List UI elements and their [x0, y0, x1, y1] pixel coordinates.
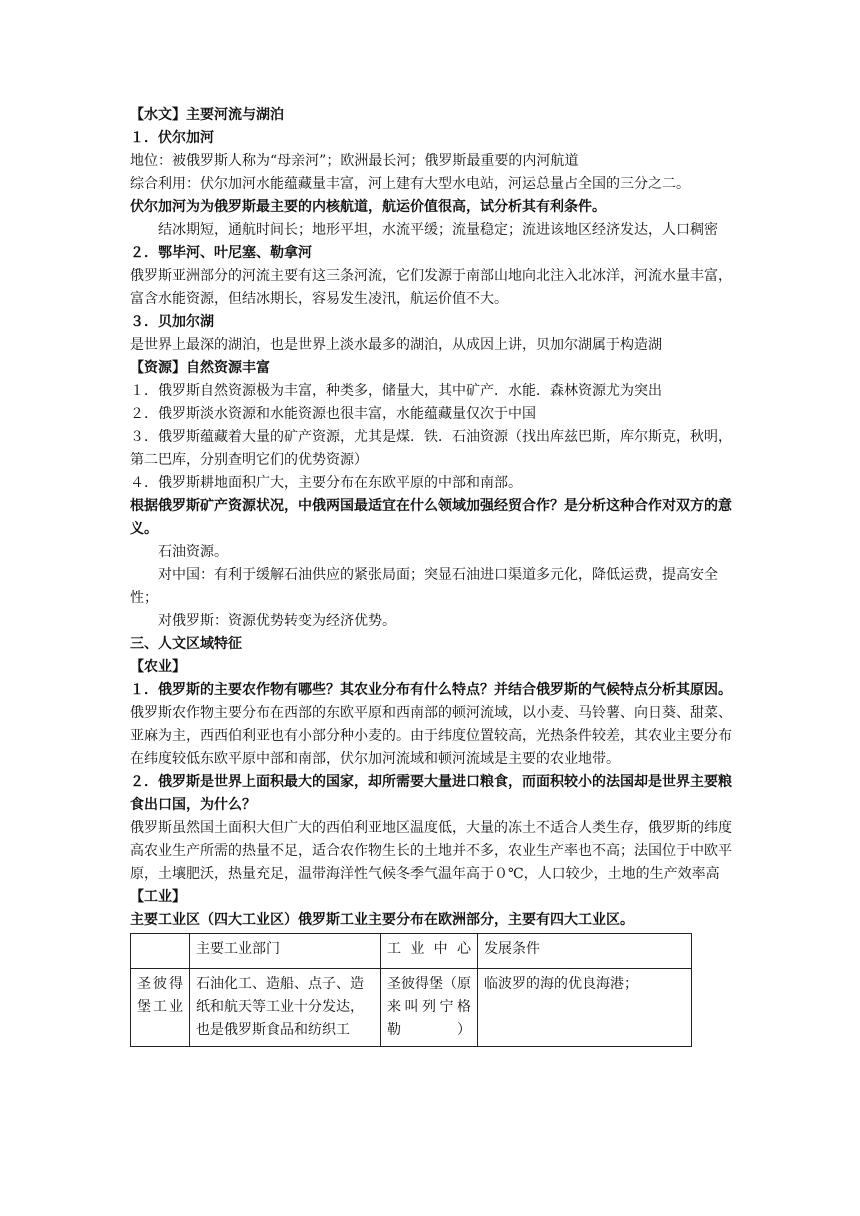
- baikal-title: ３．贝加尔湖: [130, 314, 214, 330]
- table-header-cell: 发展条件: [478, 934, 692, 969]
- industry-intro: 主要工业区（四大工业区）俄罗斯工业主要分布在欧洲部分，主要有四大工业区。: [130, 912, 634, 928]
- table-cell-center: 圣彼得堡（原来叫列宁格勒）: [381, 969, 478, 1047]
- resources-answer: 石油资源。: [158, 544, 228, 560]
- agri-question-2: ２．俄罗斯是世界上面积最大的国家，却所需要大量进口粮食，而面积较小的法国却是世界主要粮食出口国，为什么？: [130, 774, 732, 813]
- industry-heading: 【工业】: [130, 889, 186, 905]
- resources-item: ２．俄罗斯淡水资源和水能资源也很丰富，水能蕴藏量仅次于中国: [130, 406, 536, 422]
- table-row: [131, 969, 692, 1047]
- volga-question: 伏尔加河为为俄罗斯最主要的内核航道，航运价值很高，试分析其有利条件。: [130, 199, 606, 215]
- table-cell-conditions: 临波罗的海的优良海港；: [478, 969, 692, 1047]
- table-header-row: [131, 934, 692, 969]
- resources-answer: 对俄罗斯：资源优势转变为经济优势。: [158, 613, 396, 629]
- resources-question: 根据俄罗斯矿产资源状况，中俄两国最适宜在什么领域加强经贸合作？是分析这种合作对双方的意义。: [130, 498, 732, 537]
- agri-question-1: １．俄罗斯的主要农作物有哪些？其农业分布有什么特点？并结合俄罗斯的气候特点分析其原因。: [130, 682, 732, 698]
- table-header-cell: [131, 934, 190, 969]
- rivers-text: 俄罗斯亚洲部分的河流主要有这三条河流，它们发源于南部山地向北注入北冰洋，河流水量丰富，富含水能资源，但结冰期长，容易发生凌汛，航运价值不大。: [130, 268, 732, 307]
- table-cell-sectors: 石油化工、造船、点子、造纸和航天等工业十分发达，也是俄罗斯食品和纺织工: [190, 969, 381, 1047]
- document-page: [130, 104, 734, 1047]
- humanities-heading: 三、人文区域特征: [130, 636, 242, 652]
- hydro-heading: 【水文】主要河流与湖泊: [130, 107, 284, 123]
- industry-table: [130, 933, 692, 1047]
- agri-answer-1: 俄罗斯农作物主要分布在西部的东欧平原和西南部的顿河流域，以小麦、马铃薯、向日葵、甜菜、亚麻为主，西西伯利亚也有小部分种小麦的。由于纬度位置较高，光热条件较差，其农业主要分布在纬度较低东欧平原中部和南部，伏尔加河流域和顿河流域是主要的农业地带。: [130, 705, 732, 767]
- table-cell-region: 圣彼得堡工业: [131, 969, 190, 1047]
- resources-answer: 对中国：有利于缓解石油供应的紧张局面；突显石油进口渠道多元化，降低运费，提高安全性；: [130, 567, 718, 606]
- resources-heading: 【资源】自然资源丰富: [130, 360, 270, 376]
- volga-position: 地位：被俄罗斯人称为“母亲河”；欧洲最长河；俄罗斯最重要的内河航道: [130, 153, 579, 169]
- volga-answer: 结冰期短，通航时间长；地形平坦，水流平缓；流量稳定；流进该地区经济发达，人口稠密: [158, 222, 718, 238]
- resources-item: ４．俄罗斯耕地面积广大，主要分布在东欧平原的中部和南部。: [130, 475, 522, 491]
- volga-usage: 综合利用：伏尔加河水能蕴藏量丰富，河上建有大型水电站，河运总量占全国的三分之二。: [130, 176, 690, 192]
- resources-item: ３．俄罗斯蕴藏着大量的矿产资源，尤其是煤．铁．石油资源（找出库兹巴斯，库尔斯克，秋明，第二巴库，分别查明它们的优势资源）: [130, 429, 732, 468]
- table-header-cell: 主要工业部门: [190, 934, 381, 969]
- baikal-text: 是世界上最深的湖泊，也是世界上淡水最多的湖泊，从成因上讲，贝加尔湖属于构造湖: [130, 337, 662, 353]
- volga-title: １．伏尔加河: [130, 130, 214, 146]
- rivers-title: ２．鄂毕河、叶尼塞、勒拿河: [130, 245, 312, 261]
- resources-item: １．俄罗斯自然资源极为丰富，种类多，储量大，其中矿产．水能．森林资源尤为突出: [130, 383, 662, 399]
- table-header-cell: 工业中心: [381, 934, 478, 969]
- agri-answer-2: 俄罗斯虽然国土面积大但广大的西伯利亚地区温度低，大量的冻土不适合人类生存，俄罗斯的纬度高农业生产所需的热量不足，适合农作物生长的土地并不多，农业生产率也不高；法国位于中欧平原，土壤肥沃，热量充足，温带海洋性气候冬季气温年高于０℃，人口较少，土地的生产效率高: [130, 820, 732, 882]
- agri-heading: 【农业】: [130, 659, 186, 675]
